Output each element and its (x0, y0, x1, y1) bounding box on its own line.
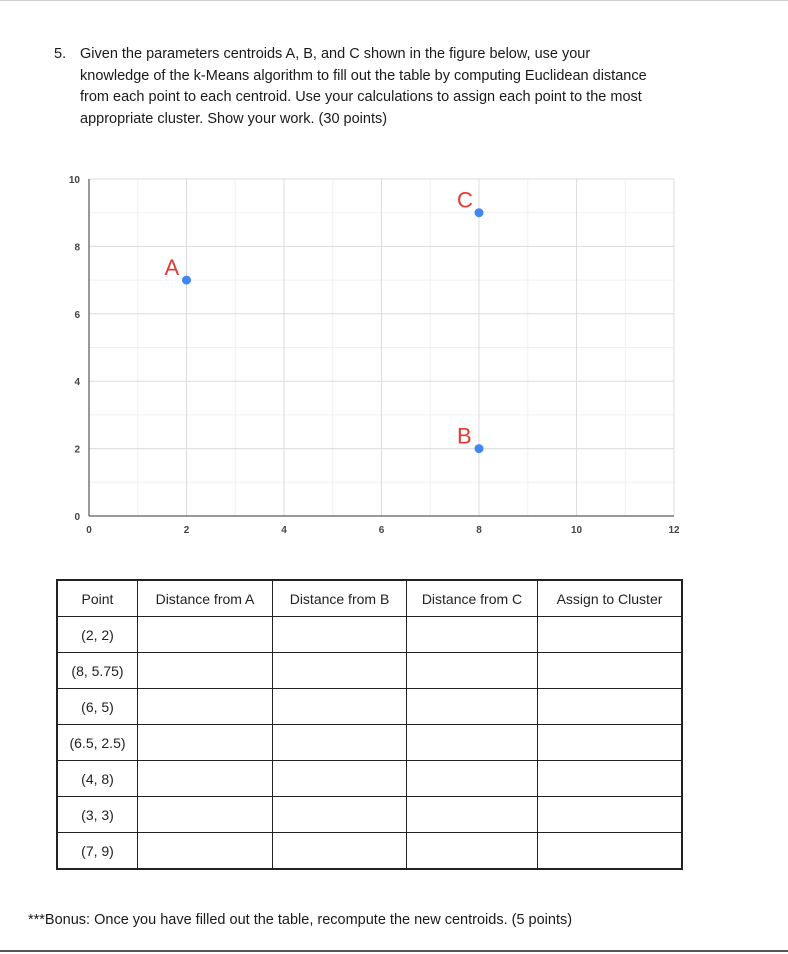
point-cell: (8, 5.75) (57, 653, 138, 689)
x-tick-label: 4 (281, 525, 287, 536)
cluster-cell (538, 761, 683, 797)
y-tick-label: 2 (74, 444, 80, 456)
y-tick-label: 6 (74, 309, 80, 321)
question-line-2: knowledge of the k-Means algorithm to fill out the table by computing Euclidean distance (80, 67, 647, 84)
point-cell: (7, 9) (57, 833, 138, 870)
centroid-point-c (475, 208, 484, 217)
distance-a-cell (138, 689, 273, 725)
table-row (57, 797, 682, 833)
y-tick-label: 4 (74, 377, 80, 389)
distance-c-cell (407, 653, 538, 689)
distance-b-cell (273, 761, 407, 797)
table-header-row (57, 580, 682, 617)
distance-c-cell (407, 725, 538, 761)
x-tick-label: 8 (476, 525, 482, 536)
x-tick-label: 2 (183, 525, 190, 536)
x-tick-label: 6 (378, 525, 385, 536)
table-row (57, 833, 682, 870)
bonus-question: ***Bonus: Once you have filled out the table, recompute the new centroids. (5 points) (28, 912, 573, 928)
header-distance-b: Distance from B (273, 580, 407, 617)
point-cell: (6, 5) (57, 689, 138, 725)
distance-b-cell (273, 725, 407, 761)
header-assign-cluster: Assign to Cluster (538, 580, 683, 617)
y-tick-label: 0 (74, 512, 80, 523)
table-row (57, 617, 682, 653)
point-cell: (6.5, 2.5) (57, 725, 138, 761)
distance-b-cell (273, 689, 407, 725)
centroid-label-a: A (164, 255, 180, 281)
table-row (57, 653, 682, 689)
question-number: 5. (54, 46, 67, 62)
centroid-point-b (475, 444, 484, 453)
header-point: Point (57, 580, 138, 617)
question-line-3: from each point to each centroid. Use your calculations to assign each point to the most (80, 89, 642, 105)
distance-c-cell (407, 617, 538, 653)
cluster-cell (538, 797, 683, 833)
y-tick-label: 8 (74, 242, 80, 254)
distance-b-cell (273, 617, 407, 653)
distance-a-cell (138, 797, 273, 833)
distance-c-cell (407, 797, 538, 833)
point-cell: (4, 8) (57, 761, 138, 797)
distance-table (56, 579, 683, 870)
x-tick-label: 12 (668, 525, 680, 536)
point-cell: (2, 2) (57, 617, 138, 653)
cluster-cell (538, 689, 683, 725)
cluster-cell (538, 833, 683, 870)
header-distance-c: Distance from C (407, 580, 538, 617)
distance-a-cell (138, 653, 273, 689)
table-row (57, 689, 682, 725)
x-tick-label: 10 (570, 525, 583, 536)
bottom-divider (0, 950, 788, 952)
centroid-label-b: B (457, 423, 472, 449)
distance-c-cell (407, 689, 538, 725)
table-row (57, 761, 682, 797)
distance-a-cell (138, 617, 273, 653)
distance-b-cell (273, 833, 407, 870)
cluster-cell (538, 617, 683, 653)
distance-a-cell (138, 833, 273, 870)
x-tick-label: 0 (86, 525, 92, 536)
distance-b-cell (273, 653, 407, 689)
cluster-cell (538, 653, 683, 689)
centroid-label-c: C (457, 187, 473, 213)
cluster-cell (538, 725, 683, 761)
distance-c-cell (407, 833, 538, 870)
y-tick-label: 10 (68, 175, 80, 186)
distance-c-cell (407, 761, 538, 797)
question-line-1: Given the parameters centroids A, B, and C shown in the figure below, use your (80, 46, 591, 62)
centroid-point-a (182, 276, 191, 285)
distance-a-cell (138, 761, 273, 797)
table-row (57, 725, 682, 761)
point-cell: (3, 3) (57, 797, 138, 833)
distance-b-cell (273, 797, 407, 833)
distance-a-cell (138, 725, 273, 761)
question-line-4: appropriate cluster. Show your work. (30 points) (80, 110, 388, 127)
header-distance-a: Distance from A (138, 580, 273, 617)
